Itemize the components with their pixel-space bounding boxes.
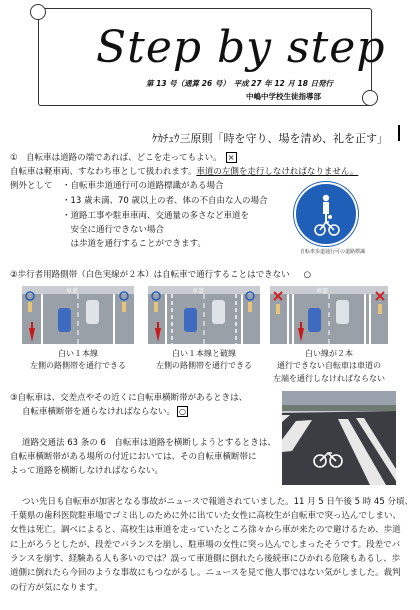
road-diagram-3: [270, 286, 388, 344]
heading-bar: [398, 125, 400, 141]
section2-heading: [10, 269, 311, 281]
road-diagram-2: [148, 286, 260, 344]
closing-line: の行方が気になります。: [10, 583, 103, 593]
exception-item: は歩道を通行することができます。: [62, 239, 206, 249]
law-text: 道路交通法 63 条の 6 自転車は道路を横断しようとするときは、: [22, 438, 276, 448]
road-label: 車道: [316, 288, 329, 295]
closing-line: 道側に倒れたら今回のような事故にもつながるし。ニュースを見て他人事ではない気がしました。裁判: [10, 568, 401, 578]
bicycle-crossing-photo: [282, 391, 396, 485]
section1-line2: [10, 166, 358, 178]
panel2-caption1: 白い１本線と破線: [172, 349, 236, 358]
law-text: よって道路を横断しなければならない。: [10, 466, 164, 476]
bicycle-pedestrian-sign-icon: [294, 182, 358, 246]
panel1-caption2: 左側の路側帯を通行できる: [30, 361, 126, 370]
closing-line: 千葉県の歯科医院駐車場でゴミ出しのために外に出ていた女性に高校生が自転車で突っ込んでしまい、: [10, 511, 402, 521]
section1-underlined-rule: 車道の左側を走行しなければなりません。: [196, 167, 359, 177]
true-mark: ○: [303, 270, 312, 280]
section1-line1: [10, 152, 237, 164]
closing-line: つい先日も自転車が加害となる事故がニュースで報道されていました。11 月 5 日午後 5 時 45 分頃、: [22, 497, 413, 507]
section1-explain: 自転車は軽車両、すなわち車として扱われます。: [10, 167, 197, 177]
section2-statement: ②歩行者用路側帯（白色実線が２本）は自転車で通行することはできない: [10, 270, 290, 280]
section3-line1: ③自転車は、交差点やその近くに自転車横断帯があるときは、: [10, 393, 248, 403]
section3-line2: [22, 406, 188, 418]
panel3-caption1: 白い線が２本: [305, 349, 353, 358]
exception-item: ・自転車歩道通行可の道路標識がある場合: [62, 181, 224, 191]
exception-label: 例外として: [10, 181, 53, 191]
false-mark: ×: [226, 152, 237, 163]
panel3-caption2: 通行できない自転車は車道の: [277, 361, 381, 370]
exception-item: ・13 歳未満、70 歳以上の者、体の不自由な人の場合: [62, 196, 268, 206]
rule-heading: ｹｶﾁｭｳ三原則「時を守り、場を清め、礼を正す」: [152, 132, 389, 145]
panel2-caption2: 左側の路側帯を通行できる: [156, 361, 252, 370]
road-label: 車道: [192, 288, 205, 295]
law-text: 自転車横断帯がある場所の付近においては、その自転車横断帯に: [10, 452, 257, 462]
panel1-caption1: 白い１本線: [58, 349, 98, 358]
panel3-caption3: 左端を通行しなければならない: [273, 374, 385, 383]
section1-statement: ① 自転車は道路の端であれば、どこを走ってもよい。: [10, 153, 222, 163]
road-diagram-1: [22, 286, 134, 344]
road-label: 車道: [66, 288, 79, 295]
exception-item: ・道路工事や駐車車両、交通量の多さなど車道を: [62, 211, 250, 221]
scroll-curl-left: [30, 4, 46, 20]
sign-caption: 自転車歩道通行可の道路標識: [300, 249, 366, 255]
exception-item: 安全に通行できない場合: [62, 225, 165, 235]
scroll-curl-right: [362, 90, 378, 106]
true-mark: ○: [177, 406, 188, 417]
school-name: 中嶋中学校生徒指導部: [246, 92, 321, 101]
closing-line: 女性は死亡。調べによると、高校生は車道を走っていたところ徐々から車が来たので避けるため、歩道: [10, 525, 401, 535]
section3-rule: 自転車横断帯を通らなければならない。: [22, 407, 176, 417]
newsletter-title: Step by step: [96, 22, 386, 73]
closing-line: に上がろうとしたが、段差でバランスを崩し、駐車場の女性に突っ込んでしまったそうです。段差でバ: [10, 540, 401, 550]
issue-line: 第 13 号（通算 26 号） 平成 27 年 12 月 18 日発行: [146, 79, 334, 88]
closing-line: ランスを崩す、経験ある人も多いのでは？誤って車道側に倒れたら後続車にひかれる危険もあるし、歩: [10, 554, 401, 564]
